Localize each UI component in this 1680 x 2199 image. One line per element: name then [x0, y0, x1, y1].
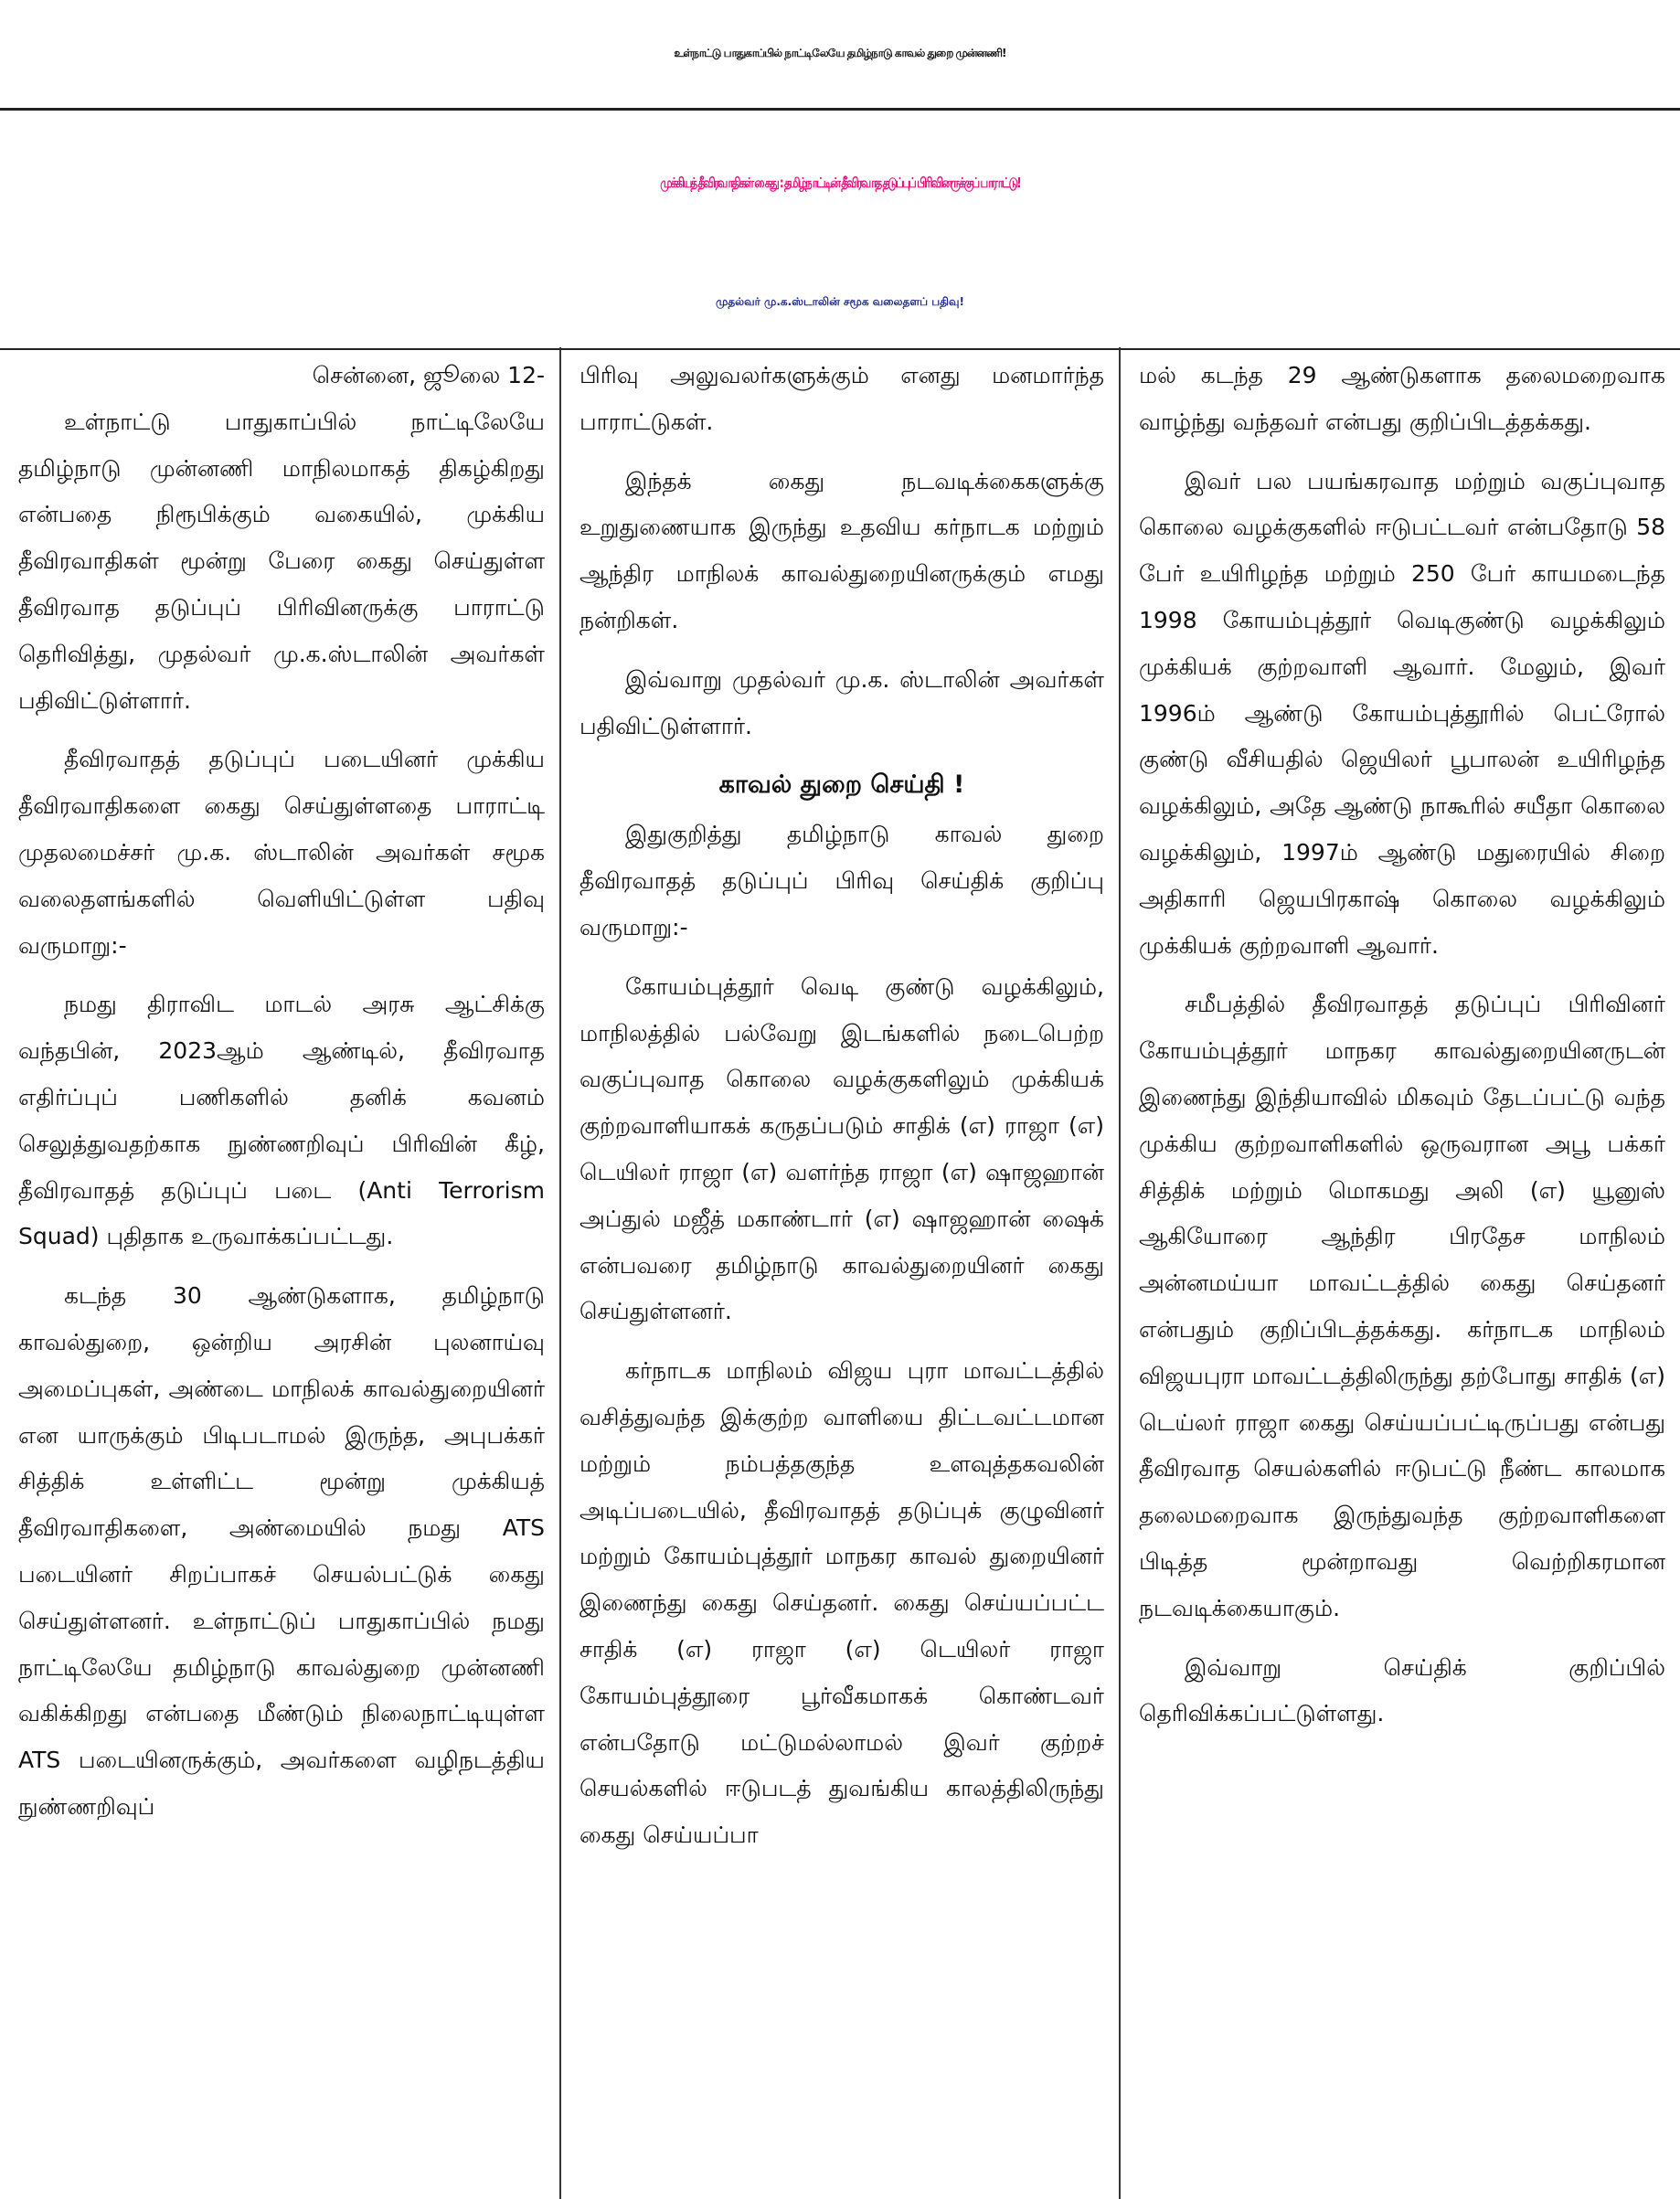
paragraph: கர்நாடக மாநிலம் விஜய புரா மாவட்டத்தில் வசித்துவந்த இக்குற்ற வாளியை திட்டவட்டமான மற்றும் நம்பத்தகுந்த உளவுத்தகவலின் அடிப்படையில், தீவிரவாதத் தடுப்புக் குழுவினர் மற்றும் கோயம்புத்தூர் மாநகர காவல் துறையினர் இணைந்து கைது செய்தனர். கைது செய்யப்பட்ட சாதிக் (எ) ராஜா (எ) டெயிலர் ராஜா கோயம்புத்தூரை பூர்வீகமாகக் கொண்டவர் என்பதோடு மட்டுமல்லாமல் இவர் குற்றச் செயல்களில் ஈடுபடத் துவங்கிய காலத்திலிருந்து கைது செய்யப்பா [579, 1357, 1104, 1849]
paragraph: இதுகுறித்து தமிழ்நாடு காவல் துறை தீவிரவாதத் தடுப்புப் பிரிவு செய்திக் குறிப்பு வருமாறு:- [579, 821, 1104, 940]
paragraph: பிரிவு அலுவலர்களுக்கும் எனது மனமார்ந்த பாராட்டுகள். [579, 362, 1104, 435]
paragraph: கடந்த 30 ஆண்டுகளாக, தமிழ்நாடு காவல்துறை, ஒன்றிய அரசின் புலனாய்வு அமைப்புகள், அண்டை மாநிலக் காவல்துறையினர் என யாருக்கும் பிடிபடாமல் இருந்த, அபுபக்கர் சித்திக் உள்ளிட்ட மூன்று முக்கியத் தீவிரவாதிகளை, அண்மையில் நமது ATS படையினர் சிறப்பாகச் செயல்பட்டுக் கைது செய்துள்ளனர். உள்நாட்டுப் பாதுகாப்பில் நமது நாட்டிலேயே தமிழ்நாடு காவல்துறை முன்னணி வகிக்கிறது என்பதை மீண்டும் நிலைநாட்டியுள்ள ATS படையினருக்கும், அவர்களை வழிநடத்திய நுண்ணறிவுப் [18, 1282, 545, 1820]
section-subheading: காவல் துறை செய்தி ! [718, 770, 965, 800]
paragraph: மல் கடந்த 29 ஆண்டுகளாக தலைமறைவாக வாழ்ந்து வந்தவர் என்பது குறிப்பிடத்தக்கது. [1139, 362, 1665, 435]
paragraph: இந்தக் கைது நடவடிக்கைகளுக்கு உறுதுணையாக இருந்து உதவிய கர்நாடக மற்றும் ஆந்திர மாநிலக் காவல்துறையினருக்கும் எமது நன்றிகள். [579, 467, 1104, 633]
paragraph: சமீபத்தில் தீவிரவாதத் தடுப்புப் பிரிவினர் கோயம்புத்தூர் மாநகர காவல்துறையினருடன் இணைந்து இந்தியாவில் மிகவும் தேடப்பட்டு வந்த முக்கிய குற்றவாளிகளில் ஒருவரான அபூ பக்கர் சித்திக் மற்றும் மொகமது அலி (எ) யூனுஸ் ஆகியோரை ஆந்திர பிரதேச மாநிலம் அன்னமய்யா மாவட்டத்தில் கைது செய்தனர் என்பதும் குறிப்பிடத்தக்கது. கர்நாடக மாநிலம் விஜயபுரா மாவட்டத்திலிருந்து தற்போது சாதிக் (எ) டெய்லர் ராஜா கைது செய்யப்பட்டிருப்பது என்பது தீவிரவாத செயல்களில் ஈடுபட்டு நீண்ட காலமாக தலைமறைவாக இருந்துவந்த குற்றவாளிகளை பிடித்த மூன்றாவது வெற்றிகரமான நடவடிக்கையாகும். [1139, 991, 1665, 1621]
paragraph: கோயம்புத்தூர் வெடி குண்டு வழக்கிலும், மாநிலத்தில் பல்வேறு இடங்களில் நடைபெற்ற வகுப்புவாத கொலை வழக்குகளிலும் முக்கியக் குற்றவாளியாகக் கருதப்படும் சாதிக் (எ) ராஜா (எ) டெயிலர் ராஜா (எ) வளர்ந்த ராஜா (எ) ஷாஜஹான் அப்துல் மஜீத் மகாண்டார் (எ) ஷாஜஹான் ஷைக் என்பவரை தமிழ்நாடு காவல்துறையினர் கைது செய்துள்ளனர். [579, 972, 1104, 1325]
sub-headline: முதல்வர் மு.க.ஸ்டாலின் சமூக வலைதளப் பதிவு! [0, 257, 1680, 350]
column-3 [1119, 347, 1680, 2199]
paragraph: நமது திராவிட மாடல் அரசு ஆட்சிக்கு வந்தபின், 2023ஆம் ஆண்டில், தீவிரவாத எதிர்ப்புப் பணிகளில் தனிக் கவனம் செலுத்துவதற்காக நுண்ணறிவுப் பிரிவின் கீழ், தீவிரவாதத் தடுப்புப் படை (Anti Terrorism Squad) புதிதாக உருவாக்கப்பட்டது. [18, 991, 545, 1250]
paragraph: இவ்வாறு முதல்வர் மு.க. ஸ்டாலின் அவர்கள் பதிவிட்டுள்ளார். [579, 665, 1104, 739]
main-headline: முக்கியத் தீவிரவாதிகள் கைது : தமிழ்நாட்டின் தீவிரவாத தடுப்புப் பிரிவினருக்குப் பாராட்டு! [660, 175, 1020, 191]
paragraph: தீவிரவாதத் தடுப்புப் படையினர் முக்கிய தீவிரவாதிகளை கைது செய்துள்ளதை பாராட்டி முதலமைச்சர் மு.க. ஸ்டாலின் அவர்கள் சமூக வலைதளங்களில் வெளியிட்டுள்ள பதிவு வருமாறு:- [18, 746, 545, 959]
paragraph: இவ்வாறு செய்திக் குறிப்பில் தெரிவிக்கப்பட்டுள்ளது. [1139, 1653, 1665, 1727]
paragraph: உள்நாட்டு பாதுகாப்பில் நாட்டிலேயே தமிழ்நாடு முன்னணி மாநிலமாகத் திகழ்கிறது என்பதை நிரூபிக்கும் வகையில், முக்கிய தீவிரவாதிகள் மூன்று பேரை கைது செய்துள்ள தீவிரவாத தடுப்புப் பிரிவினருக்கு பாராட்டு தெரிவித்து, முதல்வர் மு.க.ஸ்டாலின் அவர்கள் பதிவிட்டுள்ளார். [18, 408, 545, 714]
kicker-headline: உள்நாட்டு பாதுகாப்பில் நாட்டிலேயே தமிழ்நாடு காவல் துறை முன்னணி! [0, 0, 1680, 111]
column-1 [0, 347, 559, 2199]
paragraph: இவர் பல பயங்கரவாத மற்றும் வகுப்புவாத கொலை வழக்குகளில் ஈடுபட்டவர் என்பதோடு 58 பேர் உயிரிழந்த மற்றும் 250 பேர் காயமடைந்த 1998 கோயம்புத்தூர் வெடிகுண்டு வழக்கிலும் முக்கியக் குற்றவாளி ஆவார். மேலும், இவர் 1996ம் ஆண்டு கோயம்புத்தூரில் பெட்ரோல் குண்டு வீசியதில் ஜெயிலர் பூபாலன் உயிரிழந்த வழக்கிலும், அதே ஆண்டு நாகூரில் சயீதா கொலை வழக்கிலும், 1997ம் ஆண்டு மதுரையில் சிறை அதிகாரி ஜெயபிரகாஷ் கொலை வழக்கிலும் முக்கியக் குற்றவாளி ஆவார். [1139, 467, 1665, 959]
column-2 [559, 347, 1119, 2199]
article-columns [0, 347, 1680, 2199]
dateline: சென்னை, ஜூலை 12- [312, 362, 545, 388]
